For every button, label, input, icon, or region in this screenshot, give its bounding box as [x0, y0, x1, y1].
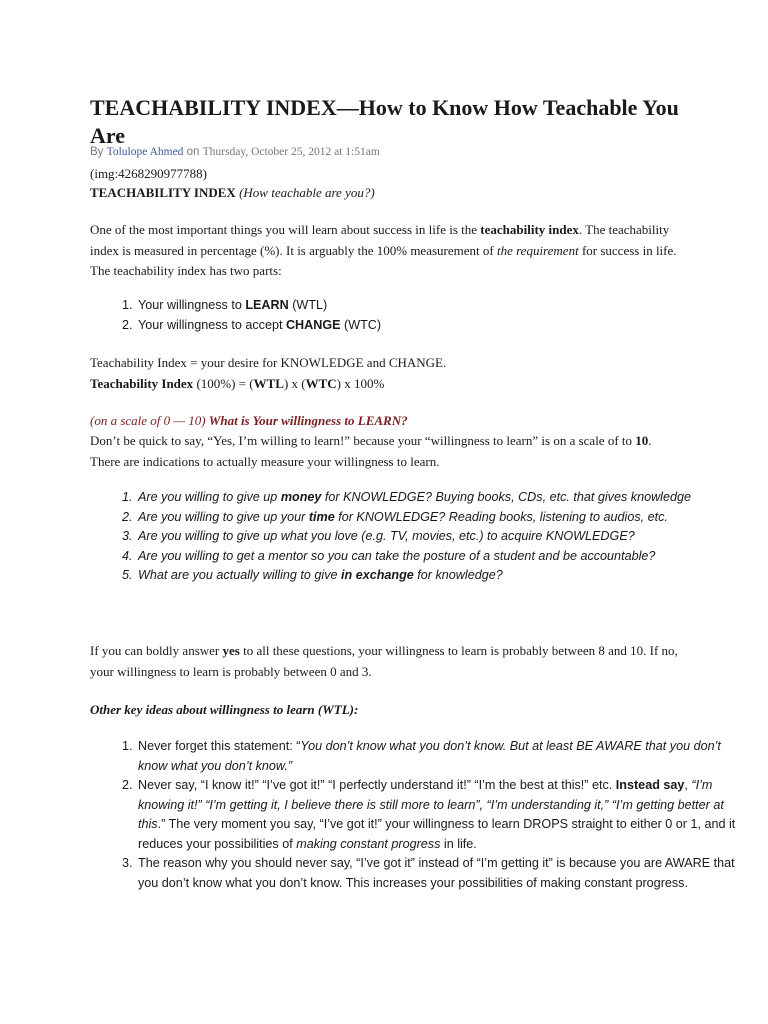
parts-list	[90, 296, 736, 335]
part-text: (WTL)	[288, 298, 328, 312]
question-text: for KNOWLEDGE? Reading books, listening to audios, etc.	[334, 509, 668, 524]
questions-list	[90, 488, 736, 586]
answer-bold: yes	[222, 643, 240, 658]
list-item	[136, 527, 736, 547]
question-text: for knowledge?	[413, 568, 503, 582]
idea-italic: “I’m knowing it!” “I’m getting it, I believe there is still more to learn”, “I’m understanding it,” “I’m getting better at this	[138, 778, 724, 831]
subtitle	[90, 183, 375, 202]
formula-line-2	[90, 374, 680, 395]
idea-text: ,	[684, 778, 692, 792]
idea-text: Never forget this statement: “	[138, 739, 301, 753]
part-text: Your willingness to accept	[138, 317, 286, 332]
idea-italic: You don’t know what you don’t know. But at least BE AWARE that you don’t know what you don’t know.”	[138, 739, 721, 773]
byline-on: on	[186, 146, 200, 158]
formula-text: (100%) = (	[193, 375, 254, 391]
post-date: Thursday, October 25, 2012 at 1:51am	[202, 146, 380, 158]
formula-text: ) x 100%	[336, 375, 385, 391]
key-ideas-title: Other key ideas about willingness to learn (WTL):	[90, 702, 359, 717]
intro-paragraph	[90, 220, 680, 282]
wtl-text-1: Don’t be quick to say, “Yes, I’m willing to learn!” because your “willingness to learn” is on a scale of to	[90, 433, 636, 448]
wtl-bold: 10	[635, 433, 649, 448]
wtl-paragraph	[90, 431, 680, 472]
intro-italic: the requirement	[496, 242, 579, 258]
list-item	[136, 737, 736, 776]
question-text: Are you willing to get a mentor so you can take the posture of a student and be accountable?	[138, 548, 656, 563]
question-bold: money	[280, 490, 322, 504]
list-item	[136, 296, 736, 316]
wtl-question: What is Your willingness to LEARN?	[208, 413, 408, 428]
list-item	[136, 316, 736, 336]
image-reference: (img:4268290977788)	[90, 166, 207, 181]
answer-paragraph	[90, 641, 680, 682]
part-bold: CHANGE	[285, 317, 341, 332]
article-title: TEACHABILITY INDEX—How to Know How Teachable You Are	[90, 95, 679, 148]
idea-text: .” The very moment you say, “I’ve got it!” your willingness to learn DROPS straight to either 0 or 1, and it reduces your possibilities of	[138, 817, 736, 851]
idea-text: The reason why you should never say, “I’ve got it” instead of “I’m getting it” is because you are AWARE that you don’t know what you don’t know. This increases your possibilities of making constant progress.	[138, 856, 735, 890]
intro-text-3: for success in life. The teachability index has two parts:	[90, 242, 677, 278]
idea-italic: making constant progress	[296, 836, 441, 851]
idea-text: in life.	[440, 836, 477, 851]
question-text: Are you willing to give up	[138, 490, 281, 504]
part-bold: LEARN	[245, 298, 289, 312]
list-item	[136, 566, 736, 586]
formula-bold: WTC	[305, 375, 337, 391]
intro-bold-term: teachability index	[480, 222, 579, 237]
key-ideas-list	[90, 737, 736, 893]
formula-block	[90, 353, 680, 394]
formula-line-1: Teachability Index = your desire for KNOWLEDGE and CHANGE.	[90, 355, 447, 370]
intro-text-1: One of the most important things you will learn about success in life is the	[90, 222, 481, 237]
part-text: Your willingness to	[138, 298, 246, 312]
byline-by: By	[90, 146, 104, 158]
part-text: (WTC)	[340, 317, 382, 332]
question-bold: time	[308, 509, 335, 524]
wtl-text-2: . There are indications to actually measure your willingness to learn.	[90, 433, 652, 469]
list-item	[136, 776, 736, 854]
question-text: Are you willing to give up your	[138, 509, 309, 524]
scale-note: (on a scale of 0 — 10)	[90, 413, 209, 428]
list-item	[136, 488, 736, 508]
idea-text: Never say, “I know it!” “I’ve got it!” “I perfectly understand it!” “I’m the best at this!” etc.	[138, 778, 616, 792]
byline	[90, 146, 380, 158]
list-item	[136, 508, 736, 528]
author-link[interactable]: Tolulope Ahmed	[106, 146, 184, 158]
list-item	[136, 854, 736, 893]
wtl-heading	[90, 411, 680, 432]
subtitle-strong: TEACHABILITY INDEX	[90, 185, 236, 200]
formula-bold: WTL	[253, 375, 284, 391]
answer-text-1: If you can boldly answer	[90, 643, 223, 658]
question-bold: in exchange	[341, 568, 414, 582]
list-item	[136, 547, 736, 567]
question-text: What are you actually willing to give	[138, 568, 341, 582]
formula-bold: Teachability Index	[90, 375, 194, 391]
answer-text-2: to all these questions, your willingness to learn is probably between 8 and 10. If no, your willingness to learn is probably between 0 and 3.	[90, 643, 678, 679]
idea-bold: Instead say	[615, 778, 685, 792]
subtitle-italic: (How teachable are you?)	[239, 185, 375, 200]
key-ideas-heading	[90, 700, 680, 721]
question-text: Are you willing to give up what you love (e.g. TV, movies, etc.) to acquire KNOWLEDGE?	[138, 529, 635, 543]
formula-text: ) x (	[283, 375, 306, 391]
question-text: for KNOWLEDGE? Buying books, CDs, etc. that gives knowledge	[321, 490, 691, 504]
intro-text-2: . The teachability index is measured in percentage (%). It is arguably the 100% measurement of	[90, 222, 670, 258]
